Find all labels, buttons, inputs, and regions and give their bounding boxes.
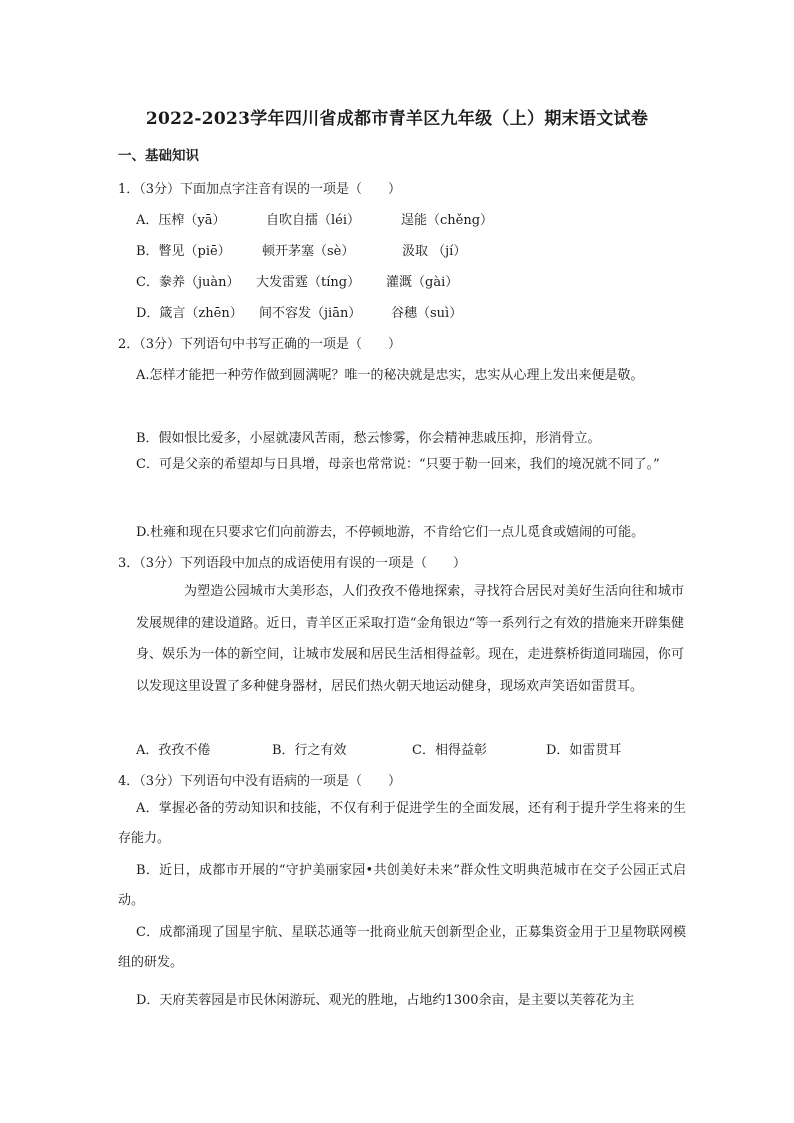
option-cell: 谷穗（suì）	[391, 306, 463, 321]
option-cell: 汲取 （jí）	[402, 244, 467, 259]
question-1-stem: 1．（3分）下面加点字注音有误的一项是（ ）	[118, 182, 402, 197]
option-cell: A．压榨（yā）	[136, 213, 226, 228]
option-cell: D．箴言（zhēn）	[136, 306, 243, 321]
question-2-option-a: A.怎样才能把一种劳作做到圆满呢？唯一的秘决就是忠实，忠实从心理上发出来便是敬。	[136, 368, 644, 383]
question-2-stem: 2．（3分）下列语句中书写正确的一项是（ ）	[118, 337, 402, 352]
page-title: 2022-2023学年四川省成都市青羊区九年级（上）期末语文试卷	[145, 109, 649, 129]
option-cell: 灌溉（gài）	[386, 275, 459, 290]
question-4-option-b: B．近日，成都市开展的“守护美丽家园•共创美好未来”群众性文明典范城市在交子公园正式启动。	[118, 863, 686, 908]
option-cell: 自吹自擂（léi）	[266, 213, 361, 228]
question-2-option-d: D.杜雍和现在只要求它们向前游去，不停顿地游，不肯给它们一点儿觅食或嬉闹的可能。	[136, 525, 645, 540]
option-cell: C．豢养（juàn）	[136, 275, 240, 290]
option-a: A．孜孜不倦	[136, 743, 211, 758]
section-heading: 一、基础知识	[118, 148, 199, 164]
question-2-option-c: C．可是父亲的希望却与日具增，母亲也常常说：“只要于勒一回来，我们的境况就不同了。”	[136, 457, 660, 472]
option-cell: 顿开茅塞（sè）	[262, 244, 355, 259]
question-4-option-c: C．成都涌现了国星宇航、星联芯通等一批商业航天创新型企业，正募集资金用于卫星物联网模组的研发。	[118, 925, 686, 970]
question-4-stem: 4．（3分）下列语句中没有语病的一项是（ ）	[118, 774, 402, 789]
option-b: B．行之有效	[272, 743, 347, 758]
option-cell: 间不容发（jiān）	[259, 306, 362, 321]
option-c: C．相得益彰	[412, 743, 487, 758]
question-2-option-b: B．假如恨比爱多，小屋就凄风苦雨，愁云惨雾，你会精神悲戚压抑，形消骨立。	[136, 431, 601, 446]
question-4-option-d: D．天府芙蓉园是市民休闲游玩、观光的胜地，占地约1300余亩，是主要以芙蓉花为主	[136, 993, 635, 1008]
question-4-option-a: A．掌握必备的劳动知识和技能，不仅有利于促进学生的全面发展，还有利于提升学生将来的生存能力。	[118, 801, 686, 846]
question-3-passage: 为塑造公园城市大美形态，人们孜孜不倦地探索，寻找符合居民对美好生活向往和城市发展规律的建设道路。近日，青羊区正采取打造“金角银边“等一系列行之有效的措施来开辟集健身、娱乐为一体的新空间，让城市发展和居民生活相得益彰。现在，走进蔡桥街道同瑞园，你可以发现这里设置了多种健身器材，居民们热火朝天地运动健身，现场欢声笑语如雷贯耳。	[136, 584, 684, 694]
option-cell: B．瞥见（piē）	[136, 244, 231, 259]
option-d: D．如雷贯耳	[546, 743, 622, 758]
option-cell: 逞能（chěng）	[401, 213, 494, 228]
option-cell: 大发雷霆（tíng）	[256, 275, 361, 290]
question-3-stem: 3．（3分）下列语段中加点的成语使用有误的一项是（ ）	[118, 556, 467, 571]
